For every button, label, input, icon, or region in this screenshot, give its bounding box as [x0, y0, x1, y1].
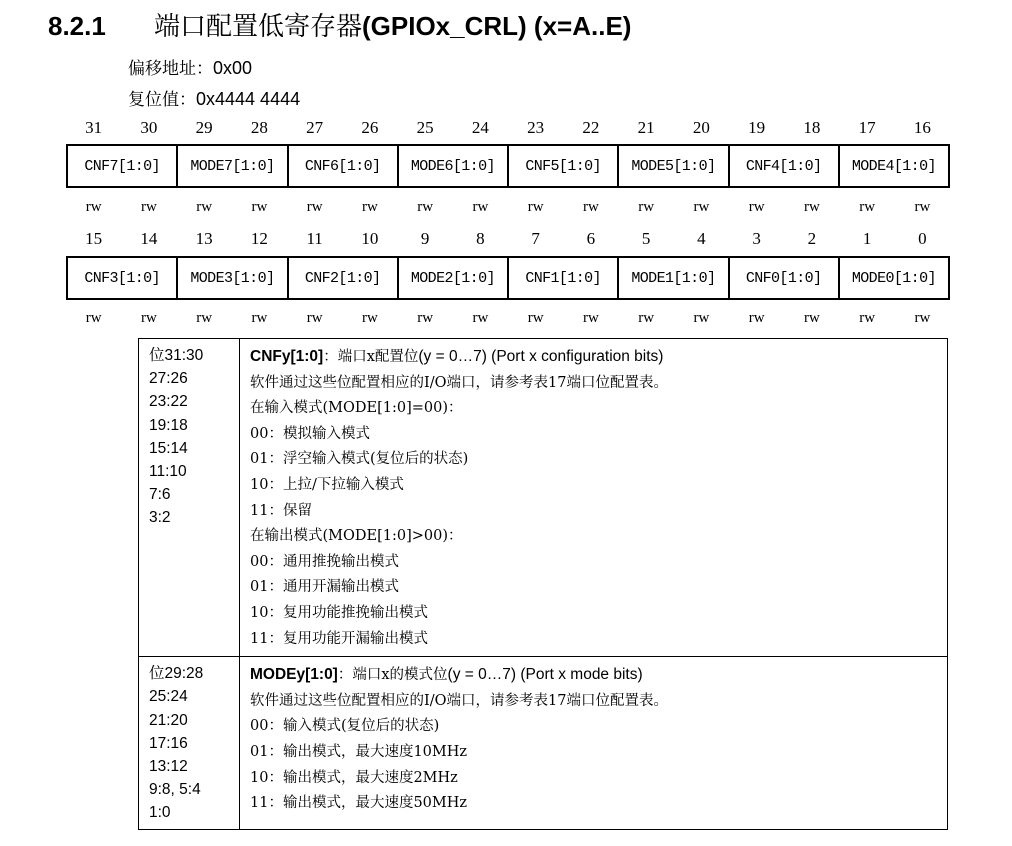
access-type: rw	[748, 199, 765, 215]
field-mode0: MODE0[1:0]	[851, 269, 936, 287]
bit-number: 18	[803, 118, 821, 137]
bit-position: 27:26	[149, 370, 188, 388]
bit-number: 0	[918, 229, 927, 248]
description-line: 软件通过这些位配置相应的I/O端口，请参考表17端口位配置表。	[250, 692, 668, 709]
description-line: 01：输出模式，最大速度10MHz	[250, 743, 468, 760]
field-cnf0: CNF0[1:0]	[730, 258, 840, 298]
access-types-upper	[66, 199, 950, 216]
access-type: rw	[914, 310, 931, 326]
cnf-field-name-cn: ：端口x配置位	[323, 349, 419, 365]
section-number: 8.2.1	[48, 11, 106, 41]
bit-position: 19:18	[149, 416, 188, 434]
bit-number: 31	[85, 118, 103, 137]
field-cnf1: CNF1[1:0]	[509, 258, 619, 298]
bit-number: 20	[692, 118, 710, 137]
field-cnf5: CNF5[1:0]	[509, 146, 619, 186]
access-type: rw	[638, 310, 655, 326]
bit-position: 11:10	[149, 463, 187, 481]
access-type: rw	[582, 310, 599, 326]
bit-number: 26	[361, 118, 379, 137]
access-type: rw	[417, 310, 434, 326]
access-type: rw	[417, 199, 434, 215]
description-line: 在输入模式(MODE[1:0]=00)：	[250, 400, 463, 417]
access-type: rw	[638, 199, 655, 215]
access-type: rw	[748, 310, 765, 326]
access-type: rw	[196, 199, 213, 215]
access-type: rw	[472, 199, 489, 215]
bit-position: 13:12	[149, 757, 188, 775]
mode-field-name-cn: ：端口x的模式位	[337, 667, 448, 684]
mode-description	[240, 657, 948, 829]
access-type: rw	[306, 199, 323, 215]
field-mode5: MODE5[1:0]	[619, 146, 729, 186]
bit-position: 15:14	[149, 439, 188, 457]
access-type: rw	[527, 310, 544, 326]
bit-description-table	[138, 338, 948, 830]
bit-number: 12	[250, 229, 268, 248]
cnf-field-name: CNFy[1:0]	[250, 348, 324, 365]
access-type: rw	[140, 310, 157, 326]
bit-position: 23:22	[149, 393, 188, 411]
bit-number: 21	[637, 118, 655, 137]
bit-number: 30	[140, 118, 158, 137]
section-title-register: (GPIOx_CRL) (x=A..E)	[362, 11, 632, 41]
field-mode2: MODE2[1:0]	[399, 258, 509, 298]
offset-value: 0x00	[213, 58, 253, 78]
access-types-lower	[66, 310, 950, 327]
register-fields-lower	[66, 256, 950, 300]
bit-number: 19	[748, 118, 766, 137]
cnf-description	[240, 339, 948, 657]
bit-position: 9:8, 5:4	[149, 781, 201, 799]
bit-position: 7:6	[149, 486, 171, 504]
bit-position: 3:2	[149, 509, 171, 527]
access-type: rw	[803, 199, 820, 215]
cnf-bit-positions	[139, 339, 240, 657]
description-line: 11：复用功能开漏输出模式	[250, 630, 428, 647]
field-cnf7: CNF7[1:0]	[68, 146, 178, 186]
reset-label: 复位值：	[128, 90, 196, 110]
bit-number: 1	[862, 229, 872, 248]
description-line: 01：通用开漏输出模式	[250, 579, 399, 596]
bit-number: 6	[586, 229, 596, 248]
access-type: rw	[859, 310, 876, 326]
access-type: rw	[85, 310, 102, 326]
access-type: rw	[85, 199, 102, 215]
bit-position: 25:24	[149, 688, 188, 706]
bit-number: 24	[471, 118, 489, 137]
bit-number: 23	[527, 118, 545, 137]
table-row-cnf	[139, 339, 948, 657]
mode-field-title	[250, 662, 939, 689]
bit-number: 5	[641, 229, 651, 248]
field-cnf2: CNF2[1:0]	[289, 258, 399, 298]
bit-number: 28	[250, 118, 268, 137]
bit-number: 15	[85, 229, 103, 248]
access-type: rw	[527, 199, 544, 215]
bit-position: 位31:30	[149, 347, 204, 364]
access-type: rw	[859, 199, 876, 215]
access-type: rw	[472, 310, 489, 326]
description-line: 10：输出模式，最大速度2MHz	[250, 769, 458, 786]
cnf-field-name-tail: (y = 0…7) (Port x configuration bits)	[418, 348, 664, 365]
bit-number: 14	[140, 229, 158, 248]
access-type: rw	[361, 199, 378, 215]
access-type: rw	[803, 310, 820, 326]
mode-field-name-tail: (y = 0…7) (Port x mode bits)	[447, 666, 643, 684]
bit-number: 8	[476, 229, 485, 248]
reset-value-text: 0x4444 4444	[196, 89, 301, 109]
description-line: 11：保留	[250, 502, 312, 519]
field-cnf6: CNF6[1:0]	[289, 146, 399, 186]
bit-position: 1:0	[149, 804, 171, 822]
access-type: rw	[914, 199, 931, 215]
cnf-field-title	[250, 344, 939, 371]
description-line: 00：模拟输入模式	[250, 425, 370, 442]
field-mode6: MODE6[1:0]	[399, 146, 509, 186]
field-mode1: MODE1[1:0]	[619, 258, 729, 298]
mode-field-name: MODEy[1:0]	[250, 666, 338, 684]
description-line: 10：上拉/下拉输入模式	[250, 476, 404, 493]
bit-number: 29	[195, 118, 213, 137]
description-line: 00：通用推挽输出模式	[250, 553, 399, 570]
bit-number: 27	[306, 118, 324, 137]
mode-bit-positions	[139, 657, 240, 829]
bit-number: 11	[306, 229, 323, 248]
register-fields-upper	[66, 144, 950, 188]
table-row-mode	[139, 657, 948, 829]
offset-address	[128, 54, 252, 79]
bit-number: 22	[582, 118, 600, 137]
description-line: 01：浮空输入模式(复位后的状态)	[250, 451, 469, 468]
bit-number: 2	[807, 229, 817, 248]
field-mode4: MODE4[1:0]	[851, 157, 936, 175]
section-title-cn: 端口配置低寄存器	[154, 12, 363, 42]
field-cnf4: CNF4[1:0]	[730, 146, 840, 186]
offset-label: 偏移地址：	[128, 59, 213, 79]
bit-number: 13	[195, 229, 213, 248]
description-line: 10：复用功能推挽输出模式	[250, 604, 428, 621]
access-type: rw	[693, 199, 710, 215]
access-type: rw	[306, 310, 323, 326]
access-type: rw	[251, 310, 268, 326]
bit-number: 16	[913, 118, 931, 137]
access-type: rw	[693, 310, 710, 326]
bit-numbers-lower	[66, 229, 950, 249]
reset-value	[128, 85, 300, 110]
description-line: 11：输出模式，最大速度50MHz	[250, 795, 468, 812]
access-type: rw	[196, 310, 213, 326]
bit-numbers-upper	[66, 118, 950, 138]
bit-number: 4	[697, 229, 706, 248]
field-mode3: MODE3[1:0]	[178, 258, 288, 298]
field-cnf3: CNF3[1:0]	[68, 258, 178, 298]
bit-number: 9	[420, 229, 430, 248]
section-heading	[48, 6, 631, 43]
bit-position: 位29:28	[149, 665, 204, 683]
bit-number: 10	[361, 229, 379, 248]
bit-position: 17:16	[149, 734, 188, 752]
field-mode7: MODE7[1:0]	[178, 146, 288, 186]
access-type: rw	[361, 310, 378, 326]
bit-number: 3	[752, 229, 761, 248]
bit-number: 17	[858, 118, 876, 137]
access-type: rw	[582, 199, 599, 215]
bit-number: 25	[416, 118, 434, 137]
description-line: 软件通过这些位配置相应的I/O端口，请参考表17端口位配置表。	[250, 374, 668, 391]
access-type: rw	[251, 199, 268, 215]
description-line: 00：输入模式(复位后的状态)	[250, 718, 440, 735]
access-type: rw	[140, 199, 157, 215]
description-line: 在输出模式(MODE[1:0]>00)：	[250, 528, 463, 545]
bit-number: 7	[531, 229, 540, 248]
bit-position: 21:20	[149, 711, 188, 729]
